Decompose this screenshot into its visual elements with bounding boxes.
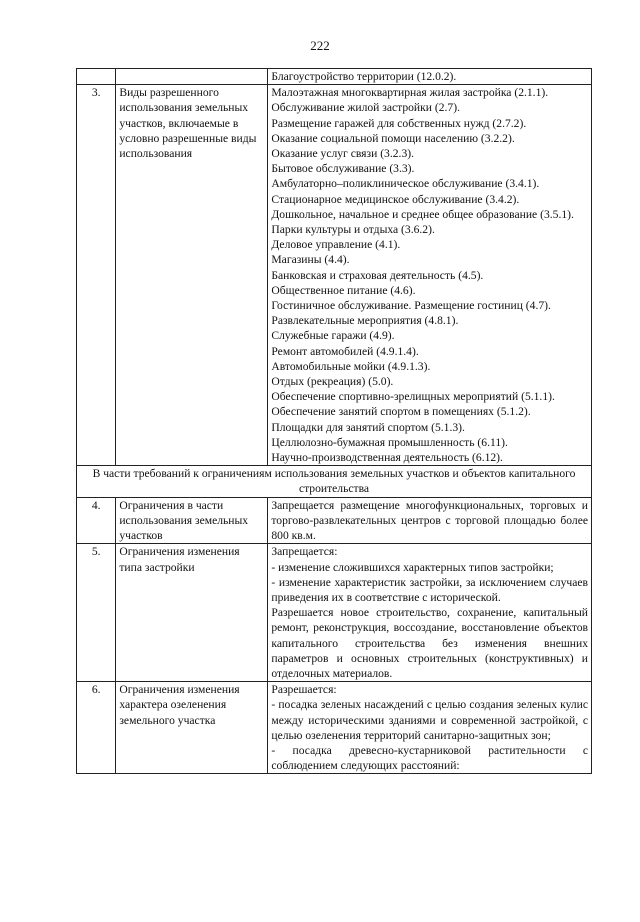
section-header: В части требований к ограничениям использования земельных участков и объектов капитального строительства <box>77 466 592 497</box>
list-item: Обеспечение занятий спортом в помещениях (5.1.2). <box>271 405 531 419</box>
row-name: Виды разрешенного использования земельных участков, включаемые в условно разрешенные виды использования <box>116 85 268 466</box>
row-value <box>268 682 592 774</box>
page-number: 222 <box>310 38 330 53</box>
list-item: Площадки для занятий спортом (5.1.3). <box>271 420 465 434</box>
paragraph: Разрешается новое строительство, сохранение, капитальный ремонт, реконструкция, воссоздание, восстановление объектов капитального строительства без изменения внешних параметров и основных строительных (конструктивных) и отделочных материалов. <box>271 606 588 680</box>
row-value: Благоустройство территории (12.0.2). <box>268 69 592 85</box>
row-name: Ограничения в части использования земельных участков <box>116 497 268 544</box>
table-row <box>77 85 592 466</box>
row-name: Ограничения изменения типа застройки <box>116 544 268 682</box>
list-item: Бытовое обслуживание (3.3). <box>271 162 415 176</box>
list-item: Автомобильные мойки (4.9.1.3). <box>271 359 431 373</box>
row-number <box>77 69 116 85</box>
row-number: 4. <box>77 497 116 544</box>
table-row <box>77 497 592 544</box>
row-number: 6. <box>77 682 116 774</box>
list-item: Обеспечение спортивно-зрелищных мероприятий (5.1.1). <box>271 390 555 404</box>
list-item: Дошкольное, начальное и среднее общее образование (3.5.1). <box>271 207 574 221</box>
table-row <box>77 682 592 774</box>
paragraph: Запрещается: <box>271 545 338 559</box>
list-item: Деловое управление (4.1). <box>271 238 401 252</box>
list-item: Отдых (рекреация) (5.0). <box>271 375 394 389</box>
list-item: Малоэтажная многоквартирная жилая застройка (2.1.1). <box>271 86 549 100</box>
table-row <box>77 69 592 85</box>
paragraph: Разрешается: <box>271 683 337 697</box>
row-number: 3. <box>77 85 116 466</box>
list-item: Банковская и страховая деятельность (4.5). <box>271 268 484 282</box>
row-name: Ограничения изменения характера озеленения земельного участка <box>116 682 268 774</box>
list-item: Гостиничное обслуживание. Размещение гостиниц (4.7). <box>271 299 551 313</box>
list-item: Научно-производственная деятельность (6.12). <box>271 451 503 465</box>
list-item: Целлюлозно-бумажная промышленность (6.11). <box>271 435 508 449</box>
paragraph: - посадка древесно-кустарниковой растительности с соблюдением следующих расстояний: <box>271 743 588 773</box>
list-item: Общественное питание (4.6). <box>271 283 416 297</box>
list-item: Обслуживание жилой застройки (2.7). <box>271 101 460 115</box>
list-item: Оказание услуг связи (3.2.3). <box>271 147 414 161</box>
row-name <box>116 69 268 85</box>
table-row <box>77 466 592 497</box>
list-item: Служебные гаражи (4.9). <box>271 329 395 343</box>
regulations-table <box>76 68 592 774</box>
list-item: Амбулаторно–поликлиническое обслуживание (3.4.1). <box>271 177 540 191</box>
table-row <box>77 544 592 682</box>
row-value: Запрещается размещение многофункциональных, торговых и торгово-развлекательных центров с торговой площадью более 800 кв.м. <box>268 497 592 544</box>
row-number: 5. <box>77 544 116 682</box>
list-item: Магазины (4.4). <box>271 253 350 267</box>
paragraph: - посадка зеленых насаждений с целью создания зеленых кулис между историческими зданиями и современной застройкой, с целью озеленения территорий санитарно-защитных зон; <box>271 698 588 742</box>
list-item: Ремонт автомобилей (4.9.1.4). <box>271 344 419 358</box>
list-item: Развлекательные мероприятия (4.8.1). <box>271 314 459 328</box>
list-item: Парки культуры и отдыха (3.6.2). <box>271 223 435 237</box>
paragraph: - изменение сложившихся характерных типов застройки; <box>271 560 554 574</box>
paragraph: - изменение характеристик застройки, за исключением случаев приведения их в соответствие с исторической. <box>271 575 588 604</box>
row-value <box>268 544 592 682</box>
list-item: Стационарное медицинское обслуживание (3.4.2). <box>271 192 520 206</box>
list-item: Оказание социальной помощи населению (3.2.2). <box>271 131 515 145</box>
permitted-uses-list <box>268 85 592 466</box>
list-item: Размещение гаражей для собственных нужд (2.7.2). <box>271 116 527 130</box>
